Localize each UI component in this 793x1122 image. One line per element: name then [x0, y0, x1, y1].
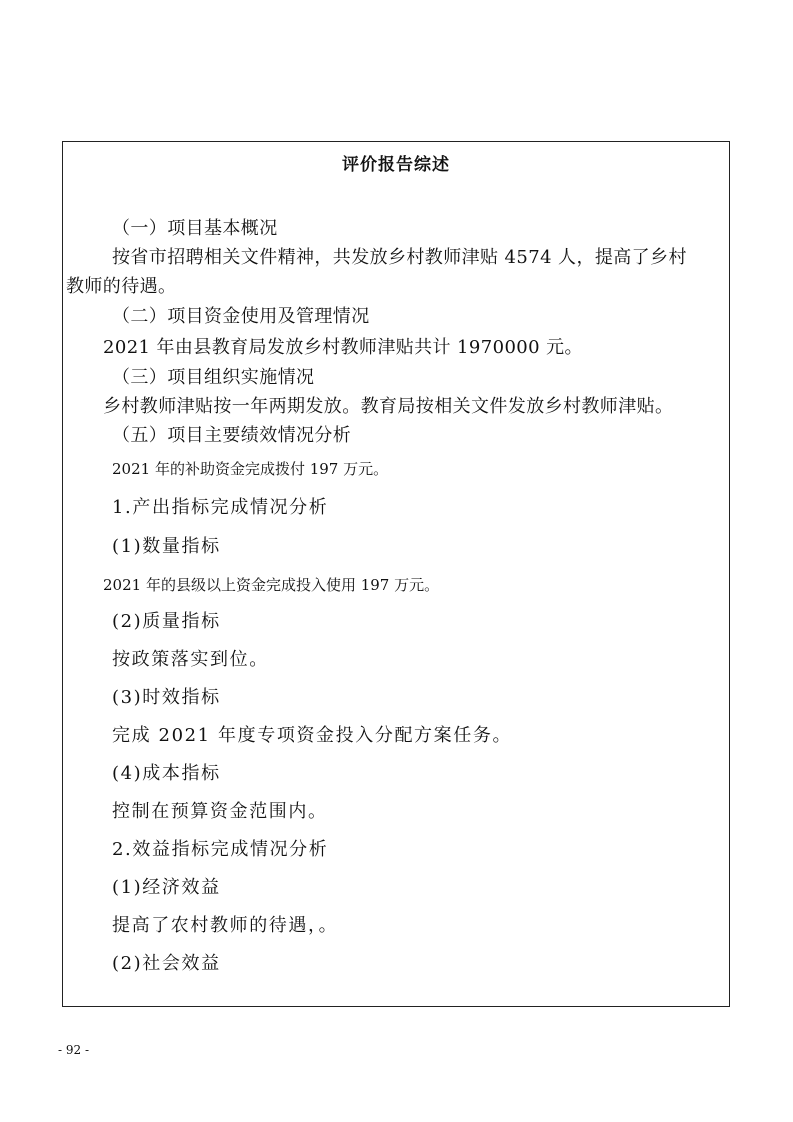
cost-indicator-heading: (4)成本指标 [112, 763, 221, 784]
cost-indicator-text: 控制在预算资金范围内。 [112, 801, 328, 822]
implementation-text: 乡村教师津贴按一年两期发放。教育局按相关文件发放乡村教师津贴。 [103, 396, 674, 417]
section-basic-overview-heading: （一）项目基本概况 [112, 218, 278, 239]
report-title: 评价报告综述 [342, 155, 450, 175]
quantity-indicator-text: 2021 年的县级以上资金完成投入使用 197 万元。 [103, 576, 440, 594]
performance-text: 2021 年的补助资金完成拨付 197 万元。 [112, 460, 389, 478]
basic-overview-text-line-2: 教师的待遇。 [66, 276, 177, 297]
timeliness-indicator-text: 完成 2021 年度专项资金投入分配方案任务。 [112, 725, 513, 746]
output-indicators-heading: 1.产出指标完成情况分析 [112, 497, 329, 518]
section-performance-heading: （五）项目主要绩效情况分析 [112, 425, 352, 446]
quality-indicator-heading: (2)质量指标 [112, 611, 221, 632]
economic-benefit-heading: (1)经济效益 [112, 877, 221, 898]
timeliness-indicator-heading: (3)时效指标 [112, 687, 221, 708]
basic-overview-text-line-1: 按省市招聘相关文件精神，共发放乡村教师津贴 4574 人，提高了乡村 [112, 247, 687, 268]
economic-benefit-text: 提高了农村教师的待遇，。 [112, 915, 339, 936]
social-benefit-heading: (2)社会效益 [112, 953, 221, 974]
section-funds-heading: （二）项目资金使用及管理情况 [112, 306, 370, 327]
page-number: - 92 - [58, 1043, 90, 1057]
benefit-indicators-heading: 2.效益指标完成情况分析 [112, 839, 329, 860]
section-implementation-heading: （三）项目组织实施情况 [112, 367, 315, 388]
funds-text: 2021 年由县教育局发放乡村教师津贴共计 1970000 元。 [103, 337, 583, 358]
quantity-indicator-heading: (1)数量指标 [112, 536, 221, 557]
quality-indicator-text: 按政策落实到位。 [112, 649, 269, 670]
